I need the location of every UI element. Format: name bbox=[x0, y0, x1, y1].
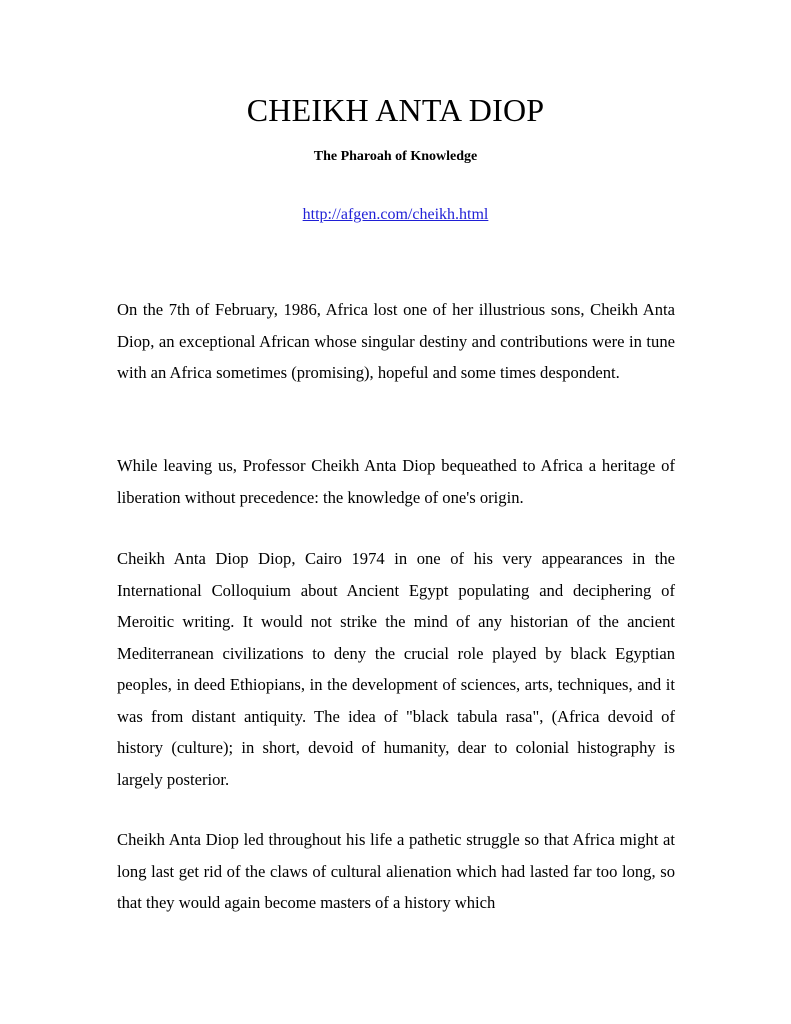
paragraph-4: Cheikh Anta Diop led throughout his life a pathetic struggle so that Africa might at long last get rid of the claws of cultural alienation which had lasted far too long, so that they would again become masters of a history which bbox=[117, 830, 675, 912]
paragraph-3: Cheikh Anta Diop Diop, Cairo 1974 in one of his very appearances in the International Colloquium about Ancient Egypt populating and deciphering of Meroitic writing. It would not strike the mind of any historian of the ancient Mediterranean civilizations to deny the crucial role played by black Egyptian peoples, in deed Ethiopians, in the development of sciences, arts, techniques, and it was from distant antiquity. The idea of "black tabula rasa", (Africa devoid of history (culture); in short, devoid of humanity, dear to colonial histography is largely posterior. bbox=[117, 549, 675, 789]
paragraph-1: On the 7th of February, 1986, Africa lost one of her illustrious sons, Cheikh Anta Diop, an exceptional African whose singular destiny and contributions were in tune with an Africa sometimes (promising), hopeful and some times despondent. bbox=[117, 300, 675, 382]
source-link-line bbox=[0, 204, 791, 226]
page-title: CHEIKH ANTA DIOP bbox=[246, 92, 545, 128]
paragraph-2: While leaving us, Professor Cheikh Anta Diop bequeathed to Africa a heritage of liberation without precedence: the knowledge of one's origin. bbox=[117, 456, 675, 507]
page-subtitle: The Pharoah of Knowledge bbox=[313, 149, 478, 164]
source-link[interactable]: http://afgen.com/cheikh.html bbox=[302, 206, 489, 223]
